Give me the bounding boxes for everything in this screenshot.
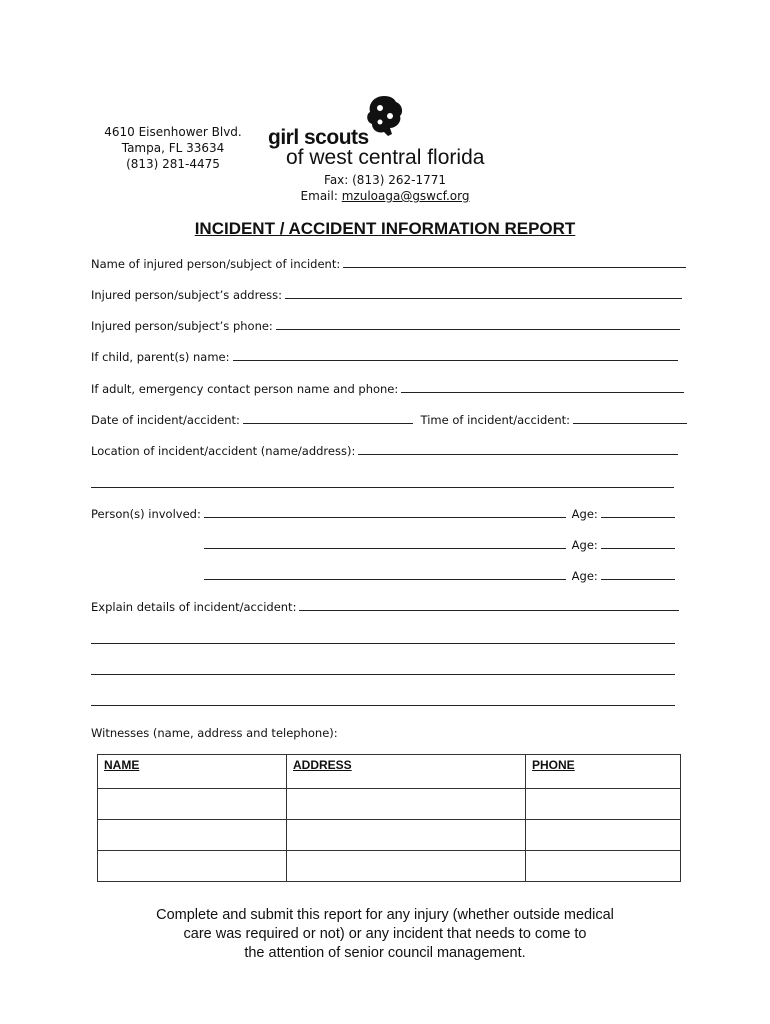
witness-name-cell[interactable] [98,820,287,851]
age-label: Age: [571,507,598,521]
parents-name-label: If child, parent(s) name: [91,350,230,364]
parents-name-input[interactable] [233,348,678,361]
persons-involved-label: Person(s) involved: [91,507,201,521]
injured-address-input[interactable] [285,286,682,299]
injured-address-label: Injured person/subject’s address: [91,288,283,302]
injured-phone-input[interactable] [276,317,680,330]
table-row [98,851,681,882]
location-input[interactable] [358,442,678,455]
injured-phone-label: Injured person/subject’s phone: [91,319,273,333]
footer-line-2: care was required or not) or any incident that needs to come to [183,926,587,942]
witness-phone-cell[interactable] [526,789,681,820]
address-city: Tampa, FL 33634 [121,141,225,155]
council-address [98,124,248,172]
witness-address-cell[interactable] [287,789,526,820]
name-column-header: NAME [98,755,287,789]
emergency-contact-field [91,380,684,398]
injured-name-input[interactable] [343,255,686,268]
logo-name: girl scouts [268,126,369,149]
email-label: Email: [300,189,338,203]
submission-instructions [0,906,770,963]
witness-address-cell[interactable] [287,851,526,882]
person-row-2 [204,536,675,554]
footer-line-3: the attention of senior council management. [244,945,526,961]
contact-info [300,172,470,204]
phone-column-header: PHONE [526,755,681,789]
witness-table [97,754,681,882]
age-input[interactable] [601,567,675,580]
witnesses-label: Witnesses (name, address and telephone): [91,726,338,740]
parents-name-field [91,348,678,366]
details-input-line-4[interactable] [91,704,675,706]
time-label: Time of incident/accident: [420,413,571,427]
emergency-contact-input[interactable] [401,380,684,393]
email-link[interactable]: mzuloaga@gswcf.org [341,189,470,203]
girl-scouts-logo [266,94,506,174]
person-name-input[interactable] [204,536,566,549]
address-phone: (813) 281-4475 [126,157,220,171]
address-street: 4610 Eisenhower Blvd. [104,125,242,139]
injured-phone-field [91,317,680,335]
witness-phone-cell[interactable] [526,851,681,882]
report-title: INCIDENT / ACCIDENT INFORMATION REPORT [194,219,576,238]
footer-line-1: Complete and submit this report for any injury (whether outside medical [156,907,614,923]
persons-involved-field [91,505,201,523]
date-label: Date of incident/accident: [91,413,240,427]
table-row [98,789,681,820]
person-name-input[interactable] [204,505,566,518]
age-label: Age: [571,569,598,583]
table-row [98,820,681,851]
injured-name-label: Name of injured person/subject of incident: [91,257,341,271]
details-input-line-3[interactable] [91,673,675,675]
witness-phone-cell[interactable] [526,820,681,851]
date-time-field [91,411,687,429]
injured-address-field [91,286,682,304]
fax-number: Fax: (813) 262-1771 [324,173,446,187]
witness-table-header [98,755,681,789]
emergency-contact-label: If adult, emergency contact person name and phone: [91,382,399,396]
logo-subtitle: of west central florida [286,146,485,169]
location-input-line-2[interactable] [91,486,674,488]
time-input[interactable] [573,411,687,424]
details-field [91,598,679,616]
person-row-1 [204,505,675,523]
location-label: Location of incident/accident (name/address): [91,444,356,458]
details-input-line-2[interactable] [91,642,675,644]
location-field [91,442,678,460]
witnesses-heading [91,724,338,742]
address-column-header: ADDRESS [287,755,526,789]
email-line [300,188,470,204]
witness-address-cell[interactable] [287,820,526,851]
injured-name-field [91,255,686,273]
person-name-input[interactable] [204,567,566,580]
age-input[interactable] [601,505,675,518]
details-input[interactable] [299,598,679,611]
details-label: Explain details of incident/accident: [91,600,297,614]
person-row-3 [204,567,675,585]
date-input[interactable] [243,411,413,424]
trefoil-icon [364,94,404,136]
age-label: Age: [571,538,598,552]
witness-name-cell[interactable] [98,789,287,820]
age-input[interactable] [601,536,675,549]
witness-name-cell[interactable] [98,851,287,882]
